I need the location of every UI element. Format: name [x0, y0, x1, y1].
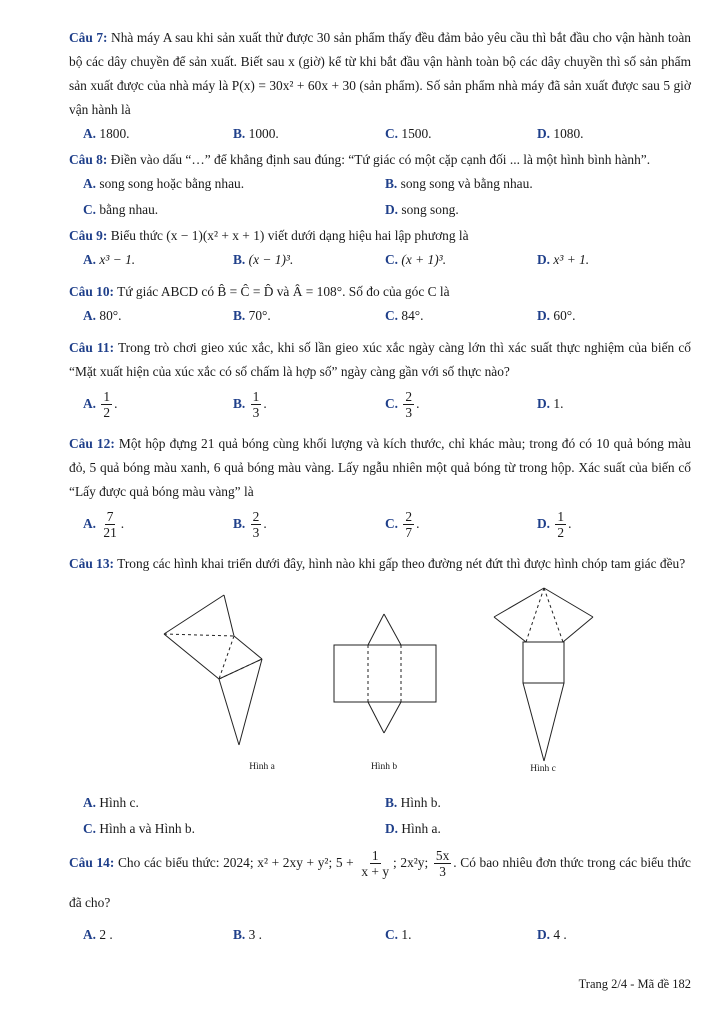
option-b[interactable]: B. $\frac{1}{3}$ .	[233, 389, 267, 421]
options-q8-row2	[69, 198, 691, 222]
question-text: Trong trò chơi gieo xúc xắc, khi số lần gieo xúc xắc ngày càng lớn thì xác suất thực nghiệm của biến cố “Mặt xuất hiện của xúc xắc có số chấm là hợp số” ngày càng gần với số thực nào?	[69, 340, 691, 379]
options-q7	[69, 122, 691, 146]
options-q14	[69, 923, 691, 947]
figure-b-net	[331, 612, 441, 737]
question-8	[69, 148, 691, 172]
question-text: Biểu thức (x − 1)(x² + x + 1) viết dưới dạng hiệu hai lập phương là	[110, 228, 469, 243]
option-d[interactable]: D. 1080.	[537, 126, 584, 141]
option-d[interactable]: D. 1.	[537, 396, 564, 411]
option-c[interactable]: C. $\frac{2}{7}$ .	[385, 509, 420, 541]
option-c[interactable]: C. 84°.	[385, 308, 424, 323]
option-c[interactable]: C. 1500.	[385, 126, 432, 141]
option-d[interactable]: D. 4 .	[537, 927, 567, 942]
question-label: Câu 12:	[69, 436, 115, 451]
fraction-1: $\frac{1}{x + y}$	[361, 848, 390, 880]
option-d[interactable]: D. x³ + 1.	[537, 252, 590, 267]
option-a[interactable]: A. song song hoặc bằng nhau.	[83, 176, 245, 191]
options-q11	[69, 384, 691, 424]
question-label: Câu 11:	[69, 340, 115, 355]
options-q10	[69, 304, 691, 328]
option-a[interactable]: A. x³ − 1.	[83, 252, 136, 267]
option-d[interactable]: D. 60°.	[537, 308, 576, 323]
option-a[interactable]: A. $\frac{7}{21}$ .	[83, 509, 125, 541]
question-label: Câu 13:	[69, 556, 115, 571]
question-13	[69, 552, 691, 576]
option-b[interactable]: B. 70°.	[233, 308, 271, 323]
figure-c-net	[488, 586, 608, 766]
option-d[interactable]: D. song song.	[385, 202, 459, 217]
question-9	[69, 224, 691, 248]
option-a[interactable]: A. Hình c.	[83, 795, 139, 810]
option-b[interactable]: B. song song và bằng nhau.	[385, 176, 533, 191]
option-c[interactable]: C. 1.	[385, 927, 412, 942]
question-text: Điền vào dấu “…” để khẳng định sau đúng: “Tứ giác có một cặp cạnh đối ... là một hình bình hành”.	[110, 152, 651, 167]
question-label: Câu 9:	[69, 228, 108, 243]
option-d[interactable]: D. Hình a.	[385, 821, 441, 836]
net-figures	[69, 582, 691, 787]
question-text: Trong các hình khai triển dưới đây, hình nào khi gấp theo đường nét đứt thì được hình chóp tam giác đều?	[117, 556, 686, 571]
option-b[interactable]: B. (x − 1)³.	[233, 252, 294, 267]
question-label: Câu 10:	[69, 284, 115, 299]
option-b[interactable]: B. $\frac{2}{3}$ .	[233, 509, 267, 541]
question-text-part-1: Cho các biểu thức: 2024; x² + 2xy + y²; 5 +	[117, 855, 354, 870]
figure-a-net	[159, 592, 274, 752]
option-a[interactable]: A. 80°.	[83, 308, 122, 323]
option-c[interactable]: C. (x + 1)³.	[385, 252, 447, 267]
option-c[interactable]: C. bằng nhau.	[83, 202, 159, 217]
question-text-part-3: . Có bao nhiêu đơn thức trong các biểu thức đã cho?	[69, 855, 692, 910]
question-text-part-2: ; 2x²y;	[393, 855, 429, 870]
figure-a-caption: Hình a	[249, 762, 275, 772]
question-12	[69, 432, 691, 504]
option-a[interactable]: A. 1800.	[83, 126, 130, 141]
figure-c-caption: Hình c	[530, 764, 556, 774]
options-q8-row1	[69, 172, 691, 196]
figure-b-caption: Hình b	[370, 762, 398, 772]
option-d[interactable]: D. $\frac{1}{2}$ .	[537, 509, 572, 541]
question-text: Tứ giác ABCD có B̂ = Ĉ = D̂ và Â = 108°. Số đo của góc C là	[117, 284, 450, 299]
fraction-2: $\frac{5x}{3}$	[435, 848, 450, 880]
question-14	[69, 843, 691, 923]
question-text: Nhà máy A sau khi sản xuất thử được 30 sản phẩm thấy đều đảm bảo yêu cầu thì bắt đầu cho vận hành toàn bộ các dây chuyền để sản xuất. Biết sau x (giờ) kể từ khi bắt đầu vận hành toàn bộ các dây chuyền thì số sản phẩm sản xuất được của nhà máy là P(x) = 30x² + 60x + 30 (sản phẩm). Số sản phẩm nhà máy đã sản xuất được sau 5 giờ vận hành là	[69, 30, 691, 117]
options-q13-row1	[69, 791, 691, 815]
option-b[interactable]: B. Hình b.	[385, 795, 441, 810]
question-11	[69, 336, 691, 384]
options-q13-row2	[69, 817, 691, 841]
question-label: Câu 8:	[69, 152, 108, 167]
options-q9	[69, 248, 691, 272]
option-a[interactable]: A. 2 .	[83, 927, 113, 942]
question-7	[69, 26, 691, 122]
question-label: Câu 7:	[69, 30, 108, 45]
page-footer: Trang 2/4 - Mã đề 182	[578, 977, 691, 991]
question-10	[69, 280, 691, 304]
question-label: Câu 14:	[69, 855, 115, 870]
option-c[interactable]: C. $\frac{2}{3}$ .	[385, 389, 420, 421]
options-q12	[69, 504, 691, 544]
exam-page	[69, 26, 691, 949]
question-text: Một hộp đựng 21 quả bóng cùng khối lượng và kích thước, chỉ khác màu; trong đó có 10 quả bóng màu đỏ, 5 quả bóng màu xanh, 6 quả bóng màu vàng. Lấy ngẫu nhiên một quả bóng từ trong hộp. Xác suất của biến cố “Lấy được quả bóng màu vàng” là	[69, 436, 691, 499]
option-b[interactable]: B. 3 .	[233, 927, 263, 942]
option-b[interactable]: B. 1000.	[233, 126, 279, 141]
option-a[interactable]: A. $\frac{1}{2}$ .	[83, 389, 118, 421]
option-c[interactable]: C. Hình a và Hình b.	[83, 821, 195, 836]
